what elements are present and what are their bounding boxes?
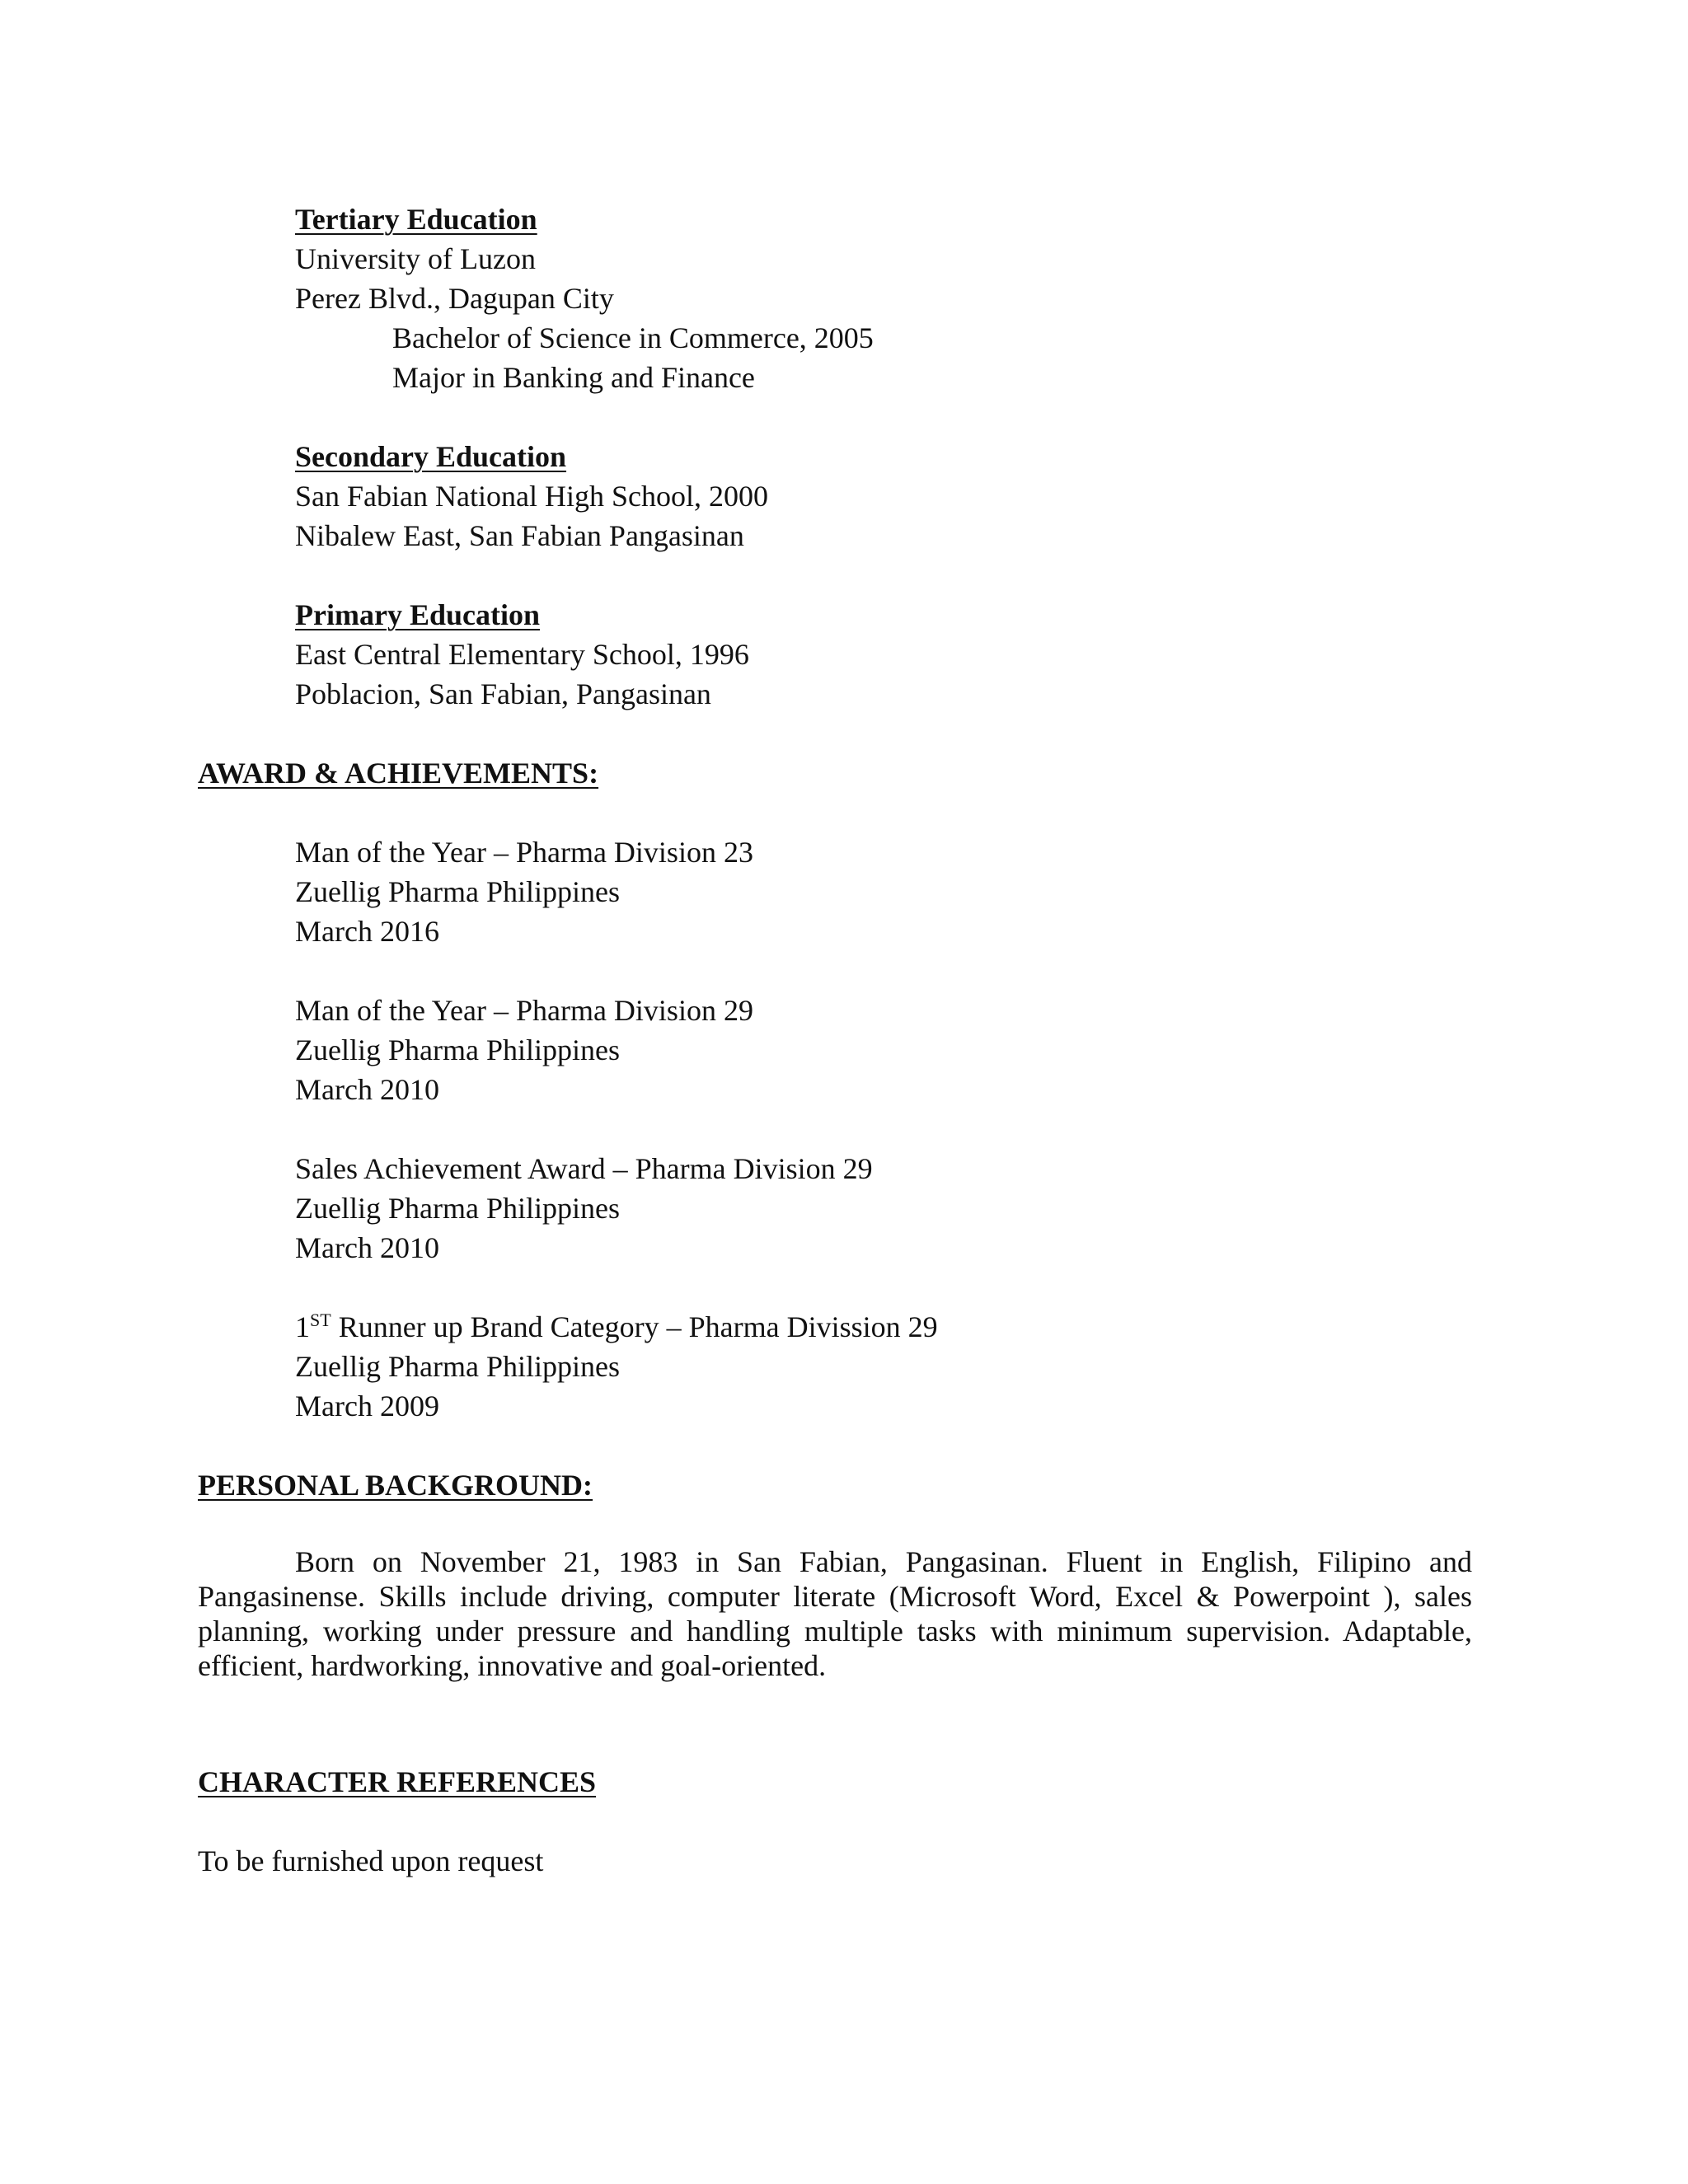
- tertiary-address: Perez Blvd., Dagupan City: [295, 282, 614, 315]
- award-date: March 2010: [295, 1073, 439, 1106]
- character-references-text: To be furnished upon request: [198, 1844, 544, 1877]
- tertiary-education-block: [198, 199, 1472, 397]
- award-company: Zuellig Pharma Philippines: [295, 1192, 620, 1225]
- secondary-address: Nibalew East, San Fabian Pangasinan: [295, 519, 744, 552]
- award-item: [198, 1307, 1472, 1426]
- character-references-heading: CHARACTER REFERENCES: [198, 1765, 597, 1798]
- primary-education-block: [198, 595, 1472, 714]
- tertiary-school: University of Luzon: [295, 242, 536, 275]
- award-title: Man of the Year – Pharma Division 29: [295, 994, 753, 1027]
- personal-background-paragraph: Born on November 21, 1983 in San Fabian, Pangasinan. Fluent in English, Filipino and Pangasinense. Skills include driving, computer literate (Microsoft Word, Excel & Powerpoint ), sales planning, working under pressure and handling multiple tasks with minimum supervision. Adaptable, efficient, hardworking, innovative and goal-oriented.: [198, 1545, 1472, 1682]
- award-date: March 2010: [295, 1231, 439, 1264]
- primary-school: East Central Elementary School, 1996: [295, 638, 749, 671]
- award-title-number: 1: [295, 1310, 310, 1343]
- award-company: Zuellig Pharma Philippines: [295, 875, 620, 908]
- primary-address: Poblacion, San Fabian, Pangasinan: [295, 677, 711, 710]
- award-title: Man of the Year – Pharma Division 23: [295, 836, 753, 869]
- award-title-rest: Runner up Brand Category – Pharma Divission 29: [331, 1310, 938, 1343]
- secondary-school: San Fabian National High School, 2000: [295, 480, 768, 513]
- award-item: [198, 832, 1472, 951]
- award-item: [198, 1149, 1472, 1268]
- award-date: March 2016: [295, 915, 439, 948]
- award-title: Sales Achievement Award – Pharma Division 29: [295, 1152, 873, 1185]
- primary-education-heading: Primary Education: [295, 598, 540, 631]
- award-title-superscript: ST: [310, 1310, 331, 1330]
- awards-heading: AWARD & ACHIEVEMENTS:: [198, 757, 599, 790]
- tertiary-education-heading: Tertiary Education: [295, 203, 537, 236]
- personal-background-heading: PERSONAL BACKGROUND:: [198, 1469, 593, 1502]
- secondary-education-heading: Secondary Education: [295, 440, 567, 473]
- tertiary-major: Major in Banking and Finance: [392, 361, 755, 394]
- award-company: Zuellig Pharma Philippines: [295, 1350, 620, 1383]
- award-title: [295, 1307, 1472, 1347]
- resume-page: [198, 199, 1472, 1881]
- award-item: [198, 991, 1472, 1109]
- award-date: March 2009: [295, 1390, 439, 1422]
- award-company: Zuellig Pharma Philippines: [295, 1033, 620, 1066]
- tertiary-degree: Bachelor of Science in Commerce, 2005: [392, 321, 874, 354]
- secondary-education-block: [198, 437, 1472, 555]
